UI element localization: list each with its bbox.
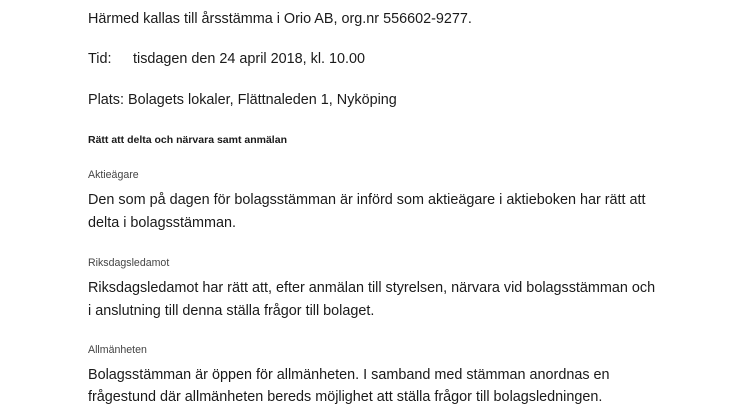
- time-row: [88, 50, 365, 68]
- section-text-line: delta i bolagsstämman.: [88, 215, 236, 231]
- place-label: Plats:: [88, 92, 124, 108]
- section-text-line: Den som på dagen för bolagsstämman är införd som aktieägare i aktieboken har rätt att: [88, 192, 646, 208]
- intro-text: Härmed kallas till årsstämma i Orio AB, org.nr 556602-9277.: [88, 11, 472, 27]
- section-text-line: Bolagsstämman är öppen för allmänheten. I samband med stämman anordnas en: [88, 367, 610, 383]
- time-label: Tid:: [88, 51, 112, 67]
- time-value: tisdagen den 24 april 2018, kl. 10.00: [133, 51, 366, 67]
- place-value: Bolagets lokaler, Flättnaleden 1, Nyköping: [128, 92, 397, 108]
- section-title-aktieagare: Aktieägare: [88, 169, 139, 181]
- section-heading: Rätt att delta och närvara samt anmälan: [88, 134, 287, 146]
- section-title-riksdagsledamot: Riksdagsledamot: [88, 257, 170, 269]
- place-row: [88, 91, 397, 109]
- section-text-line: Riksdagsledamot har rätt att, efter anmälan till styrelsen, närvara vid bolagsstämman och: [88, 280, 656, 296]
- section-text-line: frågestund där allmänheten bereds möjlighet att ställa frågor till bolagsledningen.: [88, 389, 603, 405]
- section-text-line: i anslutning till denna ställa frågor till bolaget.: [88, 303, 375, 319]
- section-title-allmanheten: Allmänheten: [88, 344, 147, 356]
